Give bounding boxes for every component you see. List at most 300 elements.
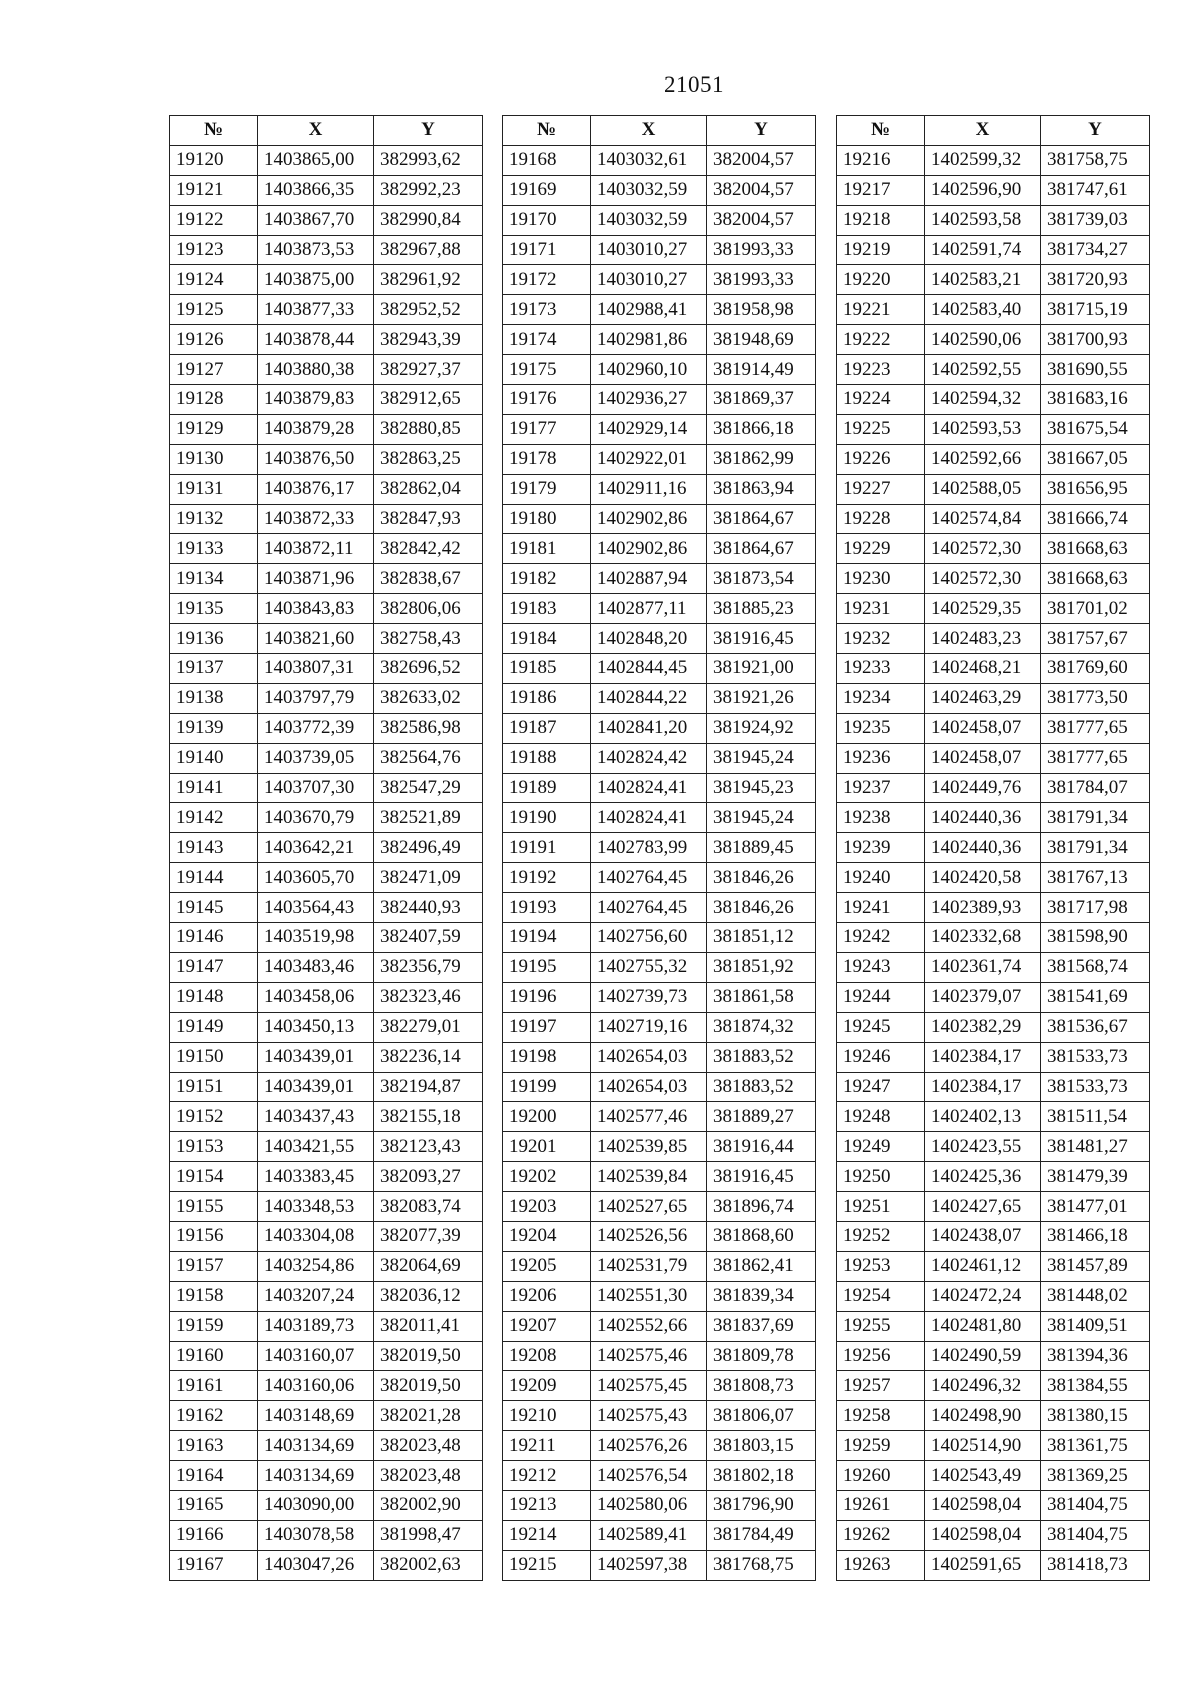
table-row bbox=[503, 145, 816, 175]
point-number-cell: 19230 bbox=[837, 564, 925, 594]
y-coordinate-cell: 381945,24 bbox=[707, 803, 816, 833]
x-coordinate-cell: 1402461,12 bbox=[925, 1251, 1041, 1281]
point-number-cell: 19144 bbox=[170, 863, 258, 893]
point-number-cell: 19128 bbox=[170, 385, 258, 415]
table-row bbox=[170, 594, 483, 624]
x-coordinate-cell: 1402574,84 bbox=[925, 504, 1041, 534]
y-coordinate-cell: 381700,93 bbox=[1041, 325, 1150, 355]
table-row bbox=[503, 265, 816, 295]
y-coordinate-cell: 381715,19 bbox=[1041, 295, 1150, 325]
x-coordinate-cell: 1402458,07 bbox=[925, 713, 1041, 743]
x-coordinate-cell: 1402841,20 bbox=[591, 713, 707, 743]
x-coordinate-cell: 1402490,59 bbox=[925, 1341, 1041, 1371]
point-number-cell: 19201 bbox=[503, 1132, 591, 1162]
y-coordinate-cell: 382496,49 bbox=[374, 833, 483, 863]
x-coordinate-cell: 1402539,85 bbox=[591, 1132, 707, 1162]
x-coordinate-cell: 1402887,94 bbox=[591, 564, 707, 594]
point-number-cell: 19200 bbox=[503, 1102, 591, 1132]
x-coordinate-cell: 1402575,45 bbox=[591, 1371, 707, 1401]
x-coordinate-cell: 1403642,21 bbox=[258, 833, 374, 863]
point-number-cell: 19259 bbox=[837, 1431, 925, 1461]
point-number-cell: 19213 bbox=[503, 1490, 591, 1520]
x-coordinate-cell: 1402449,76 bbox=[925, 773, 1041, 803]
point-number-cell: 19126 bbox=[170, 325, 258, 355]
table-row bbox=[837, 474, 1150, 504]
point-number-cell: 19189 bbox=[503, 773, 591, 803]
table-row bbox=[837, 1490, 1150, 1520]
x-coordinate-cell: 1403254,86 bbox=[258, 1251, 374, 1281]
table-row bbox=[503, 1520, 816, 1550]
x-coordinate-cell: 1403872,33 bbox=[258, 504, 374, 534]
point-number-cell: 19242 bbox=[837, 923, 925, 953]
point-number-cell: 19238 bbox=[837, 803, 925, 833]
table-row bbox=[837, 952, 1150, 982]
y-coordinate-cell: 381791,34 bbox=[1041, 803, 1150, 833]
table-row bbox=[837, 1012, 1150, 1042]
y-coordinate-cell: 382967,88 bbox=[374, 235, 483, 265]
x-coordinate-cell: 1402463,29 bbox=[925, 683, 1041, 713]
x-coordinate-cell: 1403879,28 bbox=[258, 414, 374, 444]
table-row bbox=[170, 923, 483, 953]
table-row bbox=[170, 1102, 483, 1132]
y-coordinate-cell: 381747,61 bbox=[1041, 175, 1150, 205]
y-coordinate-cell: 381896,74 bbox=[707, 1192, 816, 1222]
x-coordinate-cell: 1403564,43 bbox=[258, 893, 374, 923]
table-row bbox=[837, 1221, 1150, 1251]
x-coordinate-cell: 1403032,59 bbox=[591, 205, 707, 235]
y-coordinate-cell: 381769,60 bbox=[1041, 654, 1150, 684]
table-row bbox=[837, 205, 1150, 235]
y-coordinate-cell: 381803,15 bbox=[707, 1431, 816, 1461]
point-number-cell: 19153 bbox=[170, 1132, 258, 1162]
y-coordinate-cell: 381993,33 bbox=[707, 235, 816, 265]
y-coordinate-cell: 381809,78 bbox=[707, 1341, 816, 1371]
y-coordinate-cell: 382155,18 bbox=[374, 1102, 483, 1132]
y-coordinate-cell: 381921,00 bbox=[707, 654, 816, 684]
table-row bbox=[170, 385, 483, 415]
point-number-cell: 19185 bbox=[503, 654, 591, 684]
table-row bbox=[503, 534, 816, 564]
y-coordinate-cell: 382993,62 bbox=[374, 145, 483, 175]
y-coordinate-cell: 381466,18 bbox=[1041, 1221, 1150, 1251]
y-coordinate-cell: 381448,02 bbox=[1041, 1281, 1150, 1311]
point-number-cell: 19223 bbox=[837, 355, 925, 385]
table-row bbox=[503, 1012, 816, 1042]
table-row bbox=[170, 1311, 483, 1341]
x-coordinate-cell: 1402877,11 bbox=[591, 594, 707, 624]
header-row bbox=[837, 116, 1150, 146]
table-row bbox=[503, 923, 816, 953]
y-coordinate-cell: 381361,75 bbox=[1041, 1431, 1150, 1461]
x-coordinate-cell: 1402498,90 bbox=[925, 1401, 1041, 1431]
point-number-cell: 19154 bbox=[170, 1162, 258, 1192]
y-coordinate-cell: 382696,52 bbox=[374, 654, 483, 684]
point-number-cell: 19162 bbox=[170, 1401, 258, 1431]
y-coordinate-cell: 382004,57 bbox=[707, 175, 816, 205]
table-row bbox=[170, 1520, 483, 1550]
table-row bbox=[170, 235, 483, 265]
point-number-cell: 19220 bbox=[837, 265, 925, 295]
point-number-cell: 19226 bbox=[837, 444, 925, 474]
table-row bbox=[170, 355, 483, 385]
y-coordinate-cell: 381839,34 bbox=[707, 1281, 816, 1311]
point-number-cell: 19237 bbox=[837, 773, 925, 803]
point-number-cell: 19122 bbox=[170, 205, 258, 235]
x-coordinate-cell: 1402402,13 bbox=[925, 1102, 1041, 1132]
point-number-cell: 19196 bbox=[503, 982, 591, 1012]
x-coordinate-cell: 1403739,05 bbox=[258, 743, 374, 773]
table-row bbox=[170, 1132, 483, 1162]
table-row bbox=[170, 1371, 483, 1401]
y-coordinate-cell: 381477,01 bbox=[1041, 1192, 1150, 1222]
table-row bbox=[837, 1401, 1150, 1431]
y-coordinate-cell: 381924,92 bbox=[707, 713, 816, 743]
point-number-cell: 19212 bbox=[503, 1461, 591, 1491]
point-number-cell: 19252 bbox=[837, 1221, 925, 1251]
table-row bbox=[170, 1461, 483, 1491]
table-row bbox=[837, 1192, 1150, 1222]
table-row bbox=[170, 534, 483, 564]
x-coordinate-cell: 1402719,16 bbox=[591, 1012, 707, 1042]
y-coordinate-cell: 381869,37 bbox=[707, 385, 816, 415]
x-coordinate-cell: 1402583,21 bbox=[925, 265, 1041, 295]
y-coordinate-cell: 382863,25 bbox=[374, 444, 483, 474]
y-coordinate-cell: 381846,26 bbox=[707, 863, 816, 893]
y-coordinate-cell: 381948,69 bbox=[707, 325, 816, 355]
column-header-number: № bbox=[837, 116, 925, 146]
table-row bbox=[837, 1042, 1150, 1072]
point-number-cell: 19121 bbox=[170, 175, 258, 205]
table-row bbox=[503, 444, 816, 474]
x-coordinate-cell: 1402580,06 bbox=[591, 1490, 707, 1520]
x-coordinate-cell: 1402981,86 bbox=[591, 325, 707, 355]
y-coordinate-cell: 381675,54 bbox=[1041, 414, 1150, 444]
point-number-cell: 19124 bbox=[170, 265, 258, 295]
y-coordinate-cell: 381479,39 bbox=[1041, 1162, 1150, 1192]
x-coordinate-cell: 1403772,39 bbox=[258, 713, 374, 743]
point-number-cell: 19130 bbox=[170, 444, 258, 474]
y-coordinate-cell: 382440,93 bbox=[374, 893, 483, 923]
table-row bbox=[837, 1251, 1150, 1281]
x-coordinate-cell: 1403383,45 bbox=[258, 1162, 374, 1192]
point-number-cell: 19204 bbox=[503, 1221, 591, 1251]
point-number-cell: 19178 bbox=[503, 444, 591, 474]
y-coordinate-cell: 381568,74 bbox=[1041, 952, 1150, 982]
table-row bbox=[503, 624, 816, 654]
point-number-cell: 19211 bbox=[503, 1431, 591, 1461]
x-coordinate-cell: 1402440,36 bbox=[925, 833, 1041, 863]
table-row bbox=[170, 265, 483, 295]
y-coordinate-cell: 381690,55 bbox=[1041, 355, 1150, 385]
point-number-cell: 19219 bbox=[837, 235, 925, 265]
y-coordinate-cell: 381409,51 bbox=[1041, 1311, 1150, 1341]
point-number-cell: 19249 bbox=[837, 1132, 925, 1162]
x-coordinate-cell: 1402590,06 bbox=[925, 325, 1041, 355]
y-coordinate-cell: 381958,98 bbox=[707, 295, 816, 325]
y-coordinate-cell: 381757,67 bbox=[1041, 624, 1150, 654]
x-coordinate-cell: 1402531,79 bbox=[591, 1251, 707, 1281]
x-coordinate-cell: 1402468,21 bbox=[925, 654, 1041, 684]
table-row bbox=[170, 982, 483, 1012]
y-coordinate-cell: 381993,33 bbox=[707, 265, 816, 295]
x-coordinate-cell: 1403605,70 bbox=[258, 863, 374, 893]
coordinates-table-3 bbox=[836, 115, 1150, 1581]
table-row bbox=[503, 414, 816, 444]
y-coordinate-cell: 382236,14 bbox=[374, 1042, 483, 1072]
y-coordinate-cell: 382323,46 bbox=[374, 982, 483, 1012]
x-coordinate-cell: 1402496,32 bbox=[925, 1371, 1041, 1401]
x-coordinate-cell: 1402572,30 bbox=[925, 564, 1041, 594]
x-coordinate-cell: 1402527,65 bbox=[591, 1192, 707, 1222]
y-coordinate-cell: 381656,95 bbox=[1041, 474, 1150, 504]
y-coordinate-cell: 382842,42 bbox=[374, 534, 483, 564]
table-row bbox=[170, 863, 483, 893]
point-number-cell: 19158 bbox=[170, 1281, 258, 1311]
point-number-cell: 19138 bbox=[170, 683, 258, 713]
point-number-cell: 19135 bbox=[170, 594, 258, 624]
table-row bbox=[503, 1371, 816, 1401]
y-coordinate-cell: 381837,69 bbox=[707, 1311, 816, 1341]
table-row bbox=[837, 504, 1150, 534]
y-coordinate-cell: 381739,03 bbox=[1041, 205, 1150, 235]
table-row bbox=[837, 1371, 1150, 1401]
point-number-cell: 19140 bbox=[170, 743, 258, 773]
x-coordinate-cell: 1403304,08 bbox=[258, 1221, 374, 1251]
point-number-cell: 19260 bbox=[837, 1461, 925, 1491]
header-row bbox=[503, 116, 816, 146]
table-row bbox=[170, 205, 483, 235]
y-coordinate-cell: 381868,60 bbox=[707, 1221, 816, 1251]
y-coordinate-cell: 382077,39 bbox=[374, 1221, 483, 1251]
point-number-cell: 19254 bbox=[837, 1281, 925, 1311]
x-coordinate-cell: 1403450,13 bbox=[258, 1012, 374, 1042]
table-row bbox=[503, 594, 816, 624]
point-number-cell: 19173 bbox=[503, 295, 591, 325]
x-coordinate-cell: 1403458,06 bbox=[258, 982, 374, 1012]
table-row bbox=[170, 564, 483, 594]
x-coordinate-cell: 1403090,00 bbox=[258, 1490, 374, 1520]
y-coordinate-cell: 382356,79 bbox=[374, 952, 483, 982]
table-row bbox=[837, 444, 1150, 474]
y-coordinate-cell: 381767,13 bbox=[1041, 863, 1150, 893]
table-row bbox=[837, 683, 1150, 713]
table-row bbox=[503, 1132, 816, 1162]
point-number-cell: 19145 bbox=[170, 893, 258, 923]
x-coordinate-cell: 1403821,60 bbox=[258, 624, 374, 654]
table-row bbox=[837, 1461, 1150, 1491]
table-row bbox=[503, 1461, 816, 1491]
point-number-cell: 19205 bbox=[503, 1251, 591, 1281]
x-coordinate-cell: 1403160,06 bbox=[258, 1371, 374, 1401]
table-row bbox=[503, 355, 816, 385]
y-coordinate-cell: 381945,24 bbox=[707, 743, 816, 773]
point-number-cell: 19132 bbox=[170, 504, 258, 534]
coordinates-table-1 bbox=[169, 115, 483, 1581]
table-row bbox=[503, 743, 816, 773]
x-coordinate-cell: 1403010,27 bbox=[591, 235, 707, 265]
table-row bbox=[837, 295, 1150, 325]
y-coordinate-cell: 381768,75 bbox=[707, 1550, 816, 1580]
y-coordinate-cell: 381864,67 bbox=[707, 504, 816, 534]
y-coordinate-cell: 381380,15 bbox=[1041, 1401, 1150, 1431]
y-coordinate-cell: 382023,48 bbox=[374, 1431, 483, 1461]
column-header-y: Y bbox=[1041, 116, 1150, 146]
point-number-cell: 19206 bbox=[503, 1281, 591, 1311]
x-coordinate-cell: 1403879,83 bbox=[258, 385, 374, 415]
point-number-cell: 19218 bbox=[837, 205, 925, 235]
x-coordinate-cell: 1402922,01 bbox=[591, 444, 707, 474]
y-coordinate-cell: 381861,58 bbox=[707, 982, 816, 1012]
x-coordinate-cell: 1402552,66 bbox=[591, 1311, 707, 1341]
x-coordinate-cell: 1402936,27 bbox=[591, 385, 707, 415]
point-number-cell: 19129 bbox=[170, 414, 258, 444]
table-row bbox=[170, 444, 483, 474]
table-row bbox=[837, 1072, 1150, 1102]
table-row bbox=[170, 1550, 483, 1580]
table-row bbox=[837, 414, 1150, 444]
x-coordinate-cell: 1402756,60 bbox=[591, 923, 707, 953]
table-row bbox=[170, 295, 483, 325]
table-row bbox=[170, 654, 483, 684]
x-coordinate-cell: 1402423,55 bbox=[925, 1132, 1041, 1162]
table-row bbox=[503, 325, 816, 355]
point-number-cell: 19177 bbox=[503, 414, 591, 444]
point-number-cell: 19258 bbox=[837, 1401, 925, 1431]
point-number-cell: 19120 bbox=[170, 145, 258, 175]
table-row bbox=[837, 893, 1150, 923]
point-number-cell: 19197 bbox=[503, 1012, 591, 1042]
x-coordinate-cell: 1403880,38 bbox=[258, 355, 374, 385]
x-coordinate-cell: 1402824,41 bbox=[591, 773, 707, 803]
x-coordinate-cell: 1402988,41 bbox=[591, 295, 707, 325]
x-coordinate-cell: 1402591,65 bbox=[925, 1550, 1041, 1580]
x-coordinate-cell: 1402599,32 bbox=[925, 145, 1041, 175]
table-row bbox=[503, 952, 816, 982]
y-coordinate-cell: 381998,47 bbox=[374, 1520, 483, 1550]
table-row bbox=[503, 175, 816, 205]
x-coordinate-cell: 1402438,07 bbox=[925, 1221, 1041, 1251]
point-number-cell: 19256 bbox=[837, 1341, 925, 1371]
y-coordinate-cell: 381945,23 bbox=[707, 773, 816, 803]
x-coordinate-cell: 1403160,07 bbox=[258, 1341, 374, 1371]
point-number-cell: 19208 bbox=[503, 1341, 591, 1371]
y-coordinate-cell: 381758,75 bbox=[1041, 145, 1150, 175]
table-row bbox=[837, 654, 1150, 684]
x-coordinate-cell: 1402929,14 bbox=[591, 414, 707, 444]
x-coordinate-cell: 1403878,44 bbox=[258, 325, 374, 355]
point-number-cell: 19232 bbox=[837, 624, 925, 654]
table-row bbox=[503, 1281, 816, 1311]
y-coordinate-cell: 382011,41 bbox=[374, 1311, 483, 1341]
x-coordinate-cell: 1403010,27 bbox=[591, 265, 707, 295]
y-coordinate-cell: 381851,12 bbox=[707, 923, 816, 953]
x-coordinate-cell: 1402654,03 bbox=[591, 1072, 707, 1102]
x-coordinate-cell: 1402575,46 bbox=[591, 1341, 707, 1371]
y-coordinate-cell: 382064,69 bbox=[374, 1251, 483, 1281]
point-number-cell: 19123 bbox=[170, 235, 258, 265]
point-number-cell: 19188 bbox=[503, 743, 591, 773]
table-row bbox=[503, 1490, 816, 1520]
table-row bbox=[503, 683, 816, 713]
table-row bbox=[837, 1341, 1150, 1371]
y-coordinate-cell: 382806,06 bbox=[374, 594, 483, 624]
y-coordinate-cell: 382279,01 bbox=[374, 1012, 483, 1042]
point-number-cell: 19244 bbox=[837, 982, 925, 1012]
x-coordinate-cell: 1402361,74 bbox=[925, 952, 1041, 982]
x-coordinate-cell: 1403876,17 bbox=[258, 474, 374, 504]
table-row bbox=[503, 1072, 816, 1102]
point-number-cell: 19202 bbox=[503, 1162, 591, 1192]
x-coordinate-cell: 1403207,24 bbox=[258, 1281, 374, 1311]
x-coordinate-cell: 1403148,69 bbox=[258, 1401, 374, 1431]
y-coordinate-cell: 381777,65 bbox=[1041, 743, 1150, 773]
point-number-cell: 19167 bbox=[170, 1550, 258, 1580]
point-number-cell: 19125 bbox=[170, 295, 258, 325]
x-coordinate-cell: 1402529,35 bbox=[925, 594, 1041, 624]
table-row bbox=[170, 1072, 483, 1102]
point-number-cell: 19147 bbox=[170, 952, 258, 982]
table-row bbox=[503, 1162, 816, 1192]
y-coordinate-cell: 381883,52 bbox=[707, 1072, 816, 1102]
y-coordinate-cell: 381862,99 bbox=[707, 444, 816, 474]
x-coordinate-cell: 1402844,45 bbox=[591, 654, 707, 684]
point-number-cell: 19191 bbox=[503, 833, 591, 863]
table-row bbox=[503, 474, 816, 504]
column-header-y: Y bbox=[707, 116, 816, 146]
x-coordinate-cell: 1403421,55 bbox=[258, 1132, 374, 1162]
point-number-cell: 19159 bbox=[170, 1311, 258, 1341]
table-row bbox=[170, 474, 483, 504]
x-coordinate-cell: 1403875,00 bbox=[258, 265, 374, 295]
table-row bbox=[837, 385, 1150, 415]
point-number-cell: 19257 bbox=[837, 1371, 925, 1401]
x-coordinate-cell: 1402379,07 bbox=[925, 982, 1041, 1012]
x-coordinate-cell: 1403877,33 bbox=[258, 295, 374, 325]
x-coordinate-cell: 1402332,68 bbox=[925, 923, 1041, 953]
table-row bbox=[170, 1431, 483, 1461]
point-number-cell: 19190 bbox=[503, 803, 591, 833]
point-number-cell: 19182 bbox=[503, 564, 591, 594]
y-coordinate-cell: 381511,54 bbox=[1041, 1102, 1150, 1132]
y-coordinate-cell: 381914,49 bbox=[707, 355, 816, 385]
point-number-cell: 19194 bbox=[503, 923, 591, 953]
table-row bbox=[170, 325, 483, 355]
point-number-cell: 19152 bbox=[170, 1102, 258, 1132]
x-coordinate-cell: 1402389,93 bbox=[925, 893, 1041, 923]
x-coordinate-cell: 1402597,38 bbox=[591, 1550, 707, 1580]
table-row bbox=[170, 683, 483, 713]
table-row bbox=[170, 1012, 483, 1042]
table-row bbox=[170, 1162, 483, 1192]
x-coordinate-cell: 1402596,90 bbox=[925, 175, 1041, 205]
table-row bbox=[837, 1102, 1150, 1132]
point-number-cell: 19146 bbox=[170, 923, 258, 953]
point-number-cell: 19160 bbox=[170, 1341, 258, 1371]
x-coordinate-cell: 1402902,86 bbox=[591, 534, 707, 564]
y-coordinate-cell: 381883,52 bbox=[707, 1042, 816, 1072]
x-coordinate-cell: 1402764,45 bbox=[591, 863, 707, 893]
y-coordinate-cell: 381457,89 bbox=[1041, 1251, 1150, 1281]
point-number-cell: 19166 bbox=[170, 1520, 258, 1550]
y-coordinate-cell: 382036,12 bbox=[374, 1281, 483, 1311]
x-coordinate-cell: 1402551,30 bbox=[591, 1281, 707, 1311]
x-coordinate-cell: 1402911,16 bbox=[591, 474, 707, 504]
table-row bbox=[503, 295, 816, 325]
y-coordinate-cell: 382990,84 bbox=[374, 205, 483, 235]
y-coordinate-cell: 381533,73 bbox=[1041, 1042, 1150, 1072]
y-coordinate-cell: 381862,41 bbox=[707, 1251, 816, 1281]
x-coordinate-cell: 1402481,80 bbox=[925, 1311, 1041, 1341]
